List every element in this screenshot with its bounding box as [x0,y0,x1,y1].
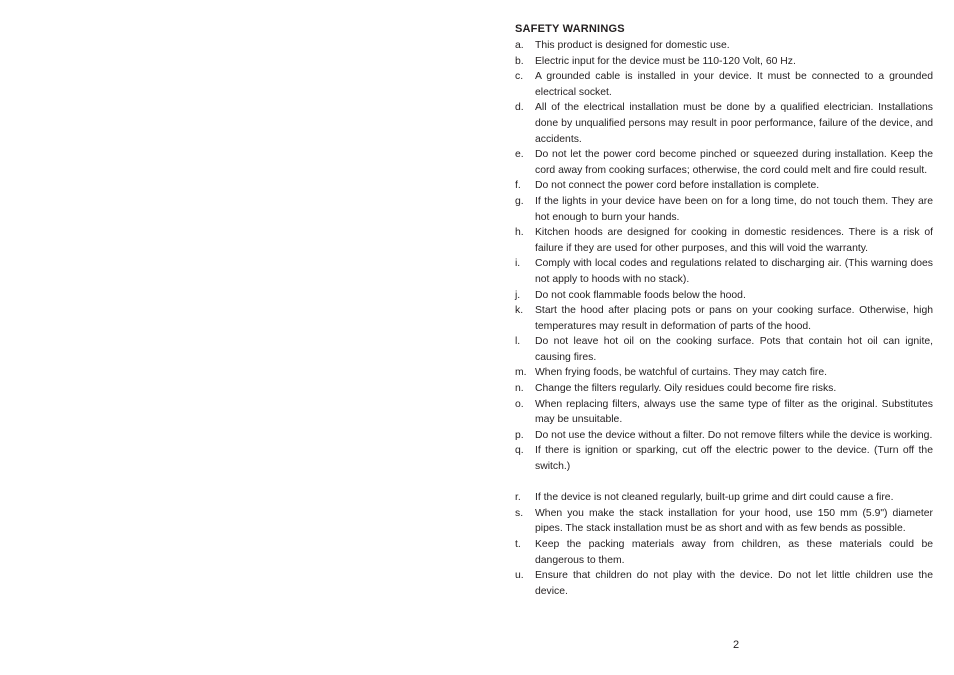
item-text: If the lights in your device have been on for a long time, do not touch them. They are hot enough to burn your hands. [535,195,933,223]
item-letter: k. [515,305,524,317]
item-letter: b. [515,55,524,67]
warning-item-r [515,490,933,506]
item-letter: r. [515,492,521,504]
item-text: When replacing filters, always use the same type of filter as the original. Substitutes may be unsuitable. [535,398,933,426]
item-letter: g. [515,195,524,207]
item-letter: d. [515,102,524,114]
item-letter: l. [515,336,521,348]
item-text: If the device is not cleaned regularly, built-up grime and dirt could cause a fire. [535,492,894,504]
item-letter: h. [515,227,524,239]
warning-item-o [515,397,933,428]
item-text: If there is ignition or sparking, cut off the electric power to the device. (Turn off the switch.) [535,445,933,473]
item-text: Do not let the power cord become pinched or squeezed during installation. Keep the cord away from cooking surfaces; otherwise, the cord could melt and fire could result. [535,149,933,176]
warning-item-d [515,100,933,147]
item-letter: s. [515,507,524,519]
item-text: Keep the packing materials away from children, as these materials could be dangerous to them. [535,539,933,566]
safety-warnings-section [515,22,933,599]
warning-item-f [515,178,933,194]
item-text: Do not leave hot oil on the cooking surface. Pots that contain hot oil can ignite, causing fires. [535,336,933,363]
warning-item-m [515,365,933,381]
warning-item-j [515,288,933,304]
item-letter: m. [515,367,527,379]
warning-item-t [515,537,933,568]
warning-item-q [515,443,933,474]
item-text: When frying foods, be watchful of curtains. They may catch fire. [535,367,828,379]
item-letter: p. [515,429,524,441]
warnings-list [515,38,933,599]
item-letter: o. [515,398,524,410]
item-letter: c. [515,71,524,83]
item-text: A grounded cable is installed in your device. It must be connected to a grounded electrical socket. [535,71,933,98]
warning-item-g [515,194,933,225]
warning-item-k [515,303,933,334]
item-text: When you make the stack installation for your hood, use 150 mm (5.9") diameter pipes. The stack installation must be as short and with as few bends as possible. [535,507,933,535]
item-letter: f. [515,180,521,192]
warning-item-c [515,69,933,100]
item-letter: a. [515,40,524,51]
item-letter: n. [515,383,524,395]
warning-item-n [515,381,933,397]
warning-item-l [515,334,933,365]
item-text: Ensure that children do not play with the device. Do not let little children use the device. [535,570,933,597]
warning-item-s [515,506,933,537]
warning-item-u [515,568,933,599]
item-text: Change the filters regularly. Oily residues could become fire risks. [535,383,837,395]
item-text: Electric input for the device must be 110-120 Volt, 60 Hz. [535,55,796,67]
item-text: Start the hood after placing pots or pans on your cooking surface. Otherwise, high temperatures may result in deformation of parts of the hood. [535,305,933,332]
item-text: Comply with local codes and regulations related to discharging air. (This warning does not apply to hoods with no stack). [535,258,933,285]
warning-item-i [515,256,933,287]
item-letter: t. [515,539,521,550]
section-heading: SAFETY WARNINGS [515,23,625,35]
warning-item-e [515,147,933,178]
item-text: This product is designed for domestic use. [535,40,730,51]
item-text: Do not cook flammable foods below the hood. [535,289,746,301]
page-number: 2 [732,639,740,651]
item-text: All of the electrical installation must be done by a qualified electrician. Installations done by unqualified persons may result in poor performance, failure of the device, and accidents. [535,102,933,145]
warning-item-a [515,38,933,54]
item-text: Do not connect the power cord before installation is complete. [535,180,820,192]
item-letter: e. [515,149,524,161]
warning-item-p [515,428,933,444]
item-letter: i. [515,258,521,270]
warning-item-b [515,54,933,70]
item-text: Kitchen hoods are designed for cooking in domestic residences. There is a risk of failure if they are used for other purposes, and this will void the warranty. [535,227,933,254]
item-text: Do not use the device without a filter. Do not remove filters while the device is working. [535,429,933,441]
item-letter: j. [515,289,521,301]
item-letter: u. [515,570,524,582]
item-letter: q. [515,445,524,457]
warning-item-h [515,225,933,256]
